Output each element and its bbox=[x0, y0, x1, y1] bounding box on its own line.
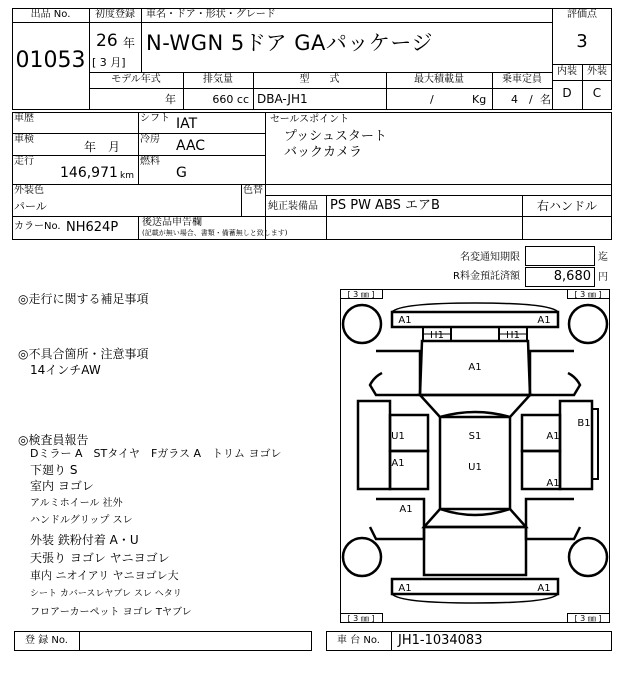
exterior-grade: C bbox=[592, 86, 602, 100]
selling-points-label: セールスポイント bbox=[270, 114, 350, 125]
aftermarket-label: 後送品申告欄 bbox=[142, 217, 202, 228]
mark-right-rear-door: A1 bbox=[546, 478, 560, 489]
inspector-report-line: 室内 ヨゴレ bbox=[30, 479, 94, 493]
inspector-report-line: アルミホイール 社外 bbox=[30, 498, 123, 509]
tire-depth-rear-left: [ 3 ㎜ ] bbox=[347, 614, 375, 623]
recycle-fee-unit: 円 bbox=[598, 272, 608, 283]
exterior-color-label: 外装色 bbox=[14, 185, 44, 196]
mileage-value: 146,971 bbox=[60, 165, 118, 181]
inspector-report-line: 下廻り S bbox=[30, 463, 78, 477]
vehicle-damage-diagram bbox=[340, 289, 610, 623]
mark-headlight-left: H1 bbox=[430, 330, 444, 341]
driving-remarks-title: ◎走行に関する補足事項 bbox=[18, 292, 149, 306]
capacity-unit: 名 bbox=[540, 93, 551, 106]
type-label: 型 式 bbox=[299, 74, 340, 85]
lot-number: 01053 bbox=[15, 48, 86, 73]
recolor-label: 色替 bbox=[243, 185, 263, 196]
fuel-value: G bbox=[176, 165, 187, 181]
inspector-report-title: ◎検査員報告 bbox=[18, 433, 89, 447]
equipment-label: 純正装備品 bbox=[268, 201, 318, 212]
handle-value: 右ハンドル bbox=[536, 199, 597, 213]
aftermarket-note: (記載が無い場合、書類・備蓄無しと致します) bbox=[142, 229, 288, 237]
inspector-report-line: 車内 ニオイアリ ヤニヨゴレ大 bbox=[30, 569, 179, 582]
mark-left-rear-fender: A1 bbox=[399, 504, 413, 515]
tire-depth-rear-right: [ 3 ㎜ ] bbox=[574, 614, 602, 623]
mark-left-rear-door: A1 bbox=[391, 458, 405, 469]
max-load-label: 最大積載量 bbox=[414, 74, 464, 85]
mileage-label: 走行 bbox=[14, 156, 34, 167]
capacity-value: 4 / bbox=[511, 93, 533, 106]
history-label: 車歴 bbox=[14, 113, 34, 124]
fuel-label: 燃料 bbox=[140, 156, 160, 167]
recycle-fee-value: 8,680 bbox=[553, 269, 591, 284]
mark-front-bumper-left: A1 bbox=[398, 315, 412, 326]
mark-rear-bumper-left: A1 bbox=[398, 583, 412, 594]
mark-headlight-right: H1 bbox=[506, 330, 520, 341]
selling-point-2: バックカメラ bbox=[284, 145, 363, 160]
car-name-label: 車名・ドア・形状・グレード bbox=[146, 9, 276, 20]
score-value: 3 bbox=[576, 31, 588, 52]
shift-value: IAT bbox=[176, 116, 198, 132]
displacement-label: 排気量 bbox=[203, 74, 233, 85]
interior-grade: D bbox=[562, 86, 572, 100]
exterior-color-value: パール bbox=[14, 200, 47, 213]
model-year-label: モデル年式 bbox=[111, 74, 161, 85]
name-change-label: 名変通知期限 bbox=[460, 252, 520, 263]
exterior-label: 外装 bbox=[587, 66, 607, 77]
name-change-suffix: 迄 bbox=[598, 252, 608, 263]
first-registration-year: 26 bbox=[96, 31, 118, 51]
score-label: 評価点 bbox=[567, 9, 597, 20]
first-registration-month: [ 3 月] bbox=[92, 56, 126, 69]
inspector-report-line: 外装 鉄粉付着 A・U bbox=[30, 533, 139, 547]
tire-depth-front-right: [ 3 ㎜ ] bbox=[574, 290, 602, 299]
registration-number-label: 登 録 No. bbox=[25, 635, 68, 646]
capacity-label: 乗車定員 bbox=[502, 74, 542, 85]
interior-label: 内装 bbox=[557, 66, 577, 77]
type-value: DBA-JH1 bbox=[257, 92, 308, 106]
name-change-box bbox=[525, 246, 595, 266]
max-load-unit: Kg bbox=[472, 93, 487, 106]
mark-right-pillar: B1 bbox=[577, 418, 591, 429]
year-unit: 年 bbox=[123, 36, 136, 50]
mark-rear-bumper-right: A1 bbox=[537, 583, 551, 594]
ac-value: AAC bbox=[176, 138, 206, 154]
inspector-report-line: ハンドルグリップ スレ bbox=[30, 515, 133, 526]
chassis-number-label: 車 台 No. bbox=[337, 635, 380, 646]
selling-point-1: プッシュスタート bbox=[284, 129, 387, 144]
defect-item: 14インチAW bbox=[30, 363, 101, 377]
max-load-value: / bbox=[430, 93, 434, 106]
first-registration-label: 初度登録 bbox=[95, 9, 135, 20]
inspector-report-line: Dミラー A STタイヤ Fガラス A トリム ヨゴレ bbox=[30, 447, 282, 460]
color-no-label: カラーNo. bbox=[14, 221, 61, 232]
color-no-value: NH624P bbox=[66, 220, 119, 235]
mark-roof: S1 bbox=[468, 431, 482, 442]
inspector-report-line: フロアーカーペット ヨゴレ Tヤブレ bbox=[30, 607, 192, 618]
inspection-label: 車検 bbox=[14, 134, 34, 145]
inspector-report-line: シート カバースレヤブレ スレ ヘタリ bbox=[30, 589, 182, 599]
defects-title: ◎不具合箇所・注意事項 bbox=[18, 347, 149, 361]
shift-label: シフト bbox=[140, 113, 170, 124]
mark-right-front-door: A1 bbox=[546, 431, 560, 442]
ac-label: 冷房 bbox=[140, 134, 160, 145]
equipment-value: PS PW ABS エアB bbox=[330, 198, 440, 213]
displacement-value: 660 cc bbox=[212, 93, 249, 106]
inspector-report-line: 天張り ヨゴレ ヤニヨゴレ bbox=[30, 551, 170, 565]
lot-number-label: 出品 No. bbox=[30, 9, 71, 20]
recycle-fee-label: R料金預託済額 bbox=[453, 271, 520, 282]
mark-left-front-door: U1 bbox=[391, 431, 405, 442]
car-name: N-WGN 5ドア GAパッケージ bbox=[146, 31, 433, 55]
mark-hood: A1 bbox=[468, 362, 482, 373]
mark-roof-rear: U1 bbox=[468, 462, 482, 473]
chassis-number-value: JH1-1034083 bbox=[398, 633, 483, 648]
tire-depth-front-left: [ 3 ㎜ ] bbox=[347, 290, 375, 299]
model-year-unit: 年 bbox=[165, 93, 176, 106]
mileage-unit: km bbox=[120, 171, 134, 181]
mark-front-bumper-right: A1 bbox=[537, 315, 551, 326]
inspection-value: 年 月 bbox=[84, 140, 121, 154]
